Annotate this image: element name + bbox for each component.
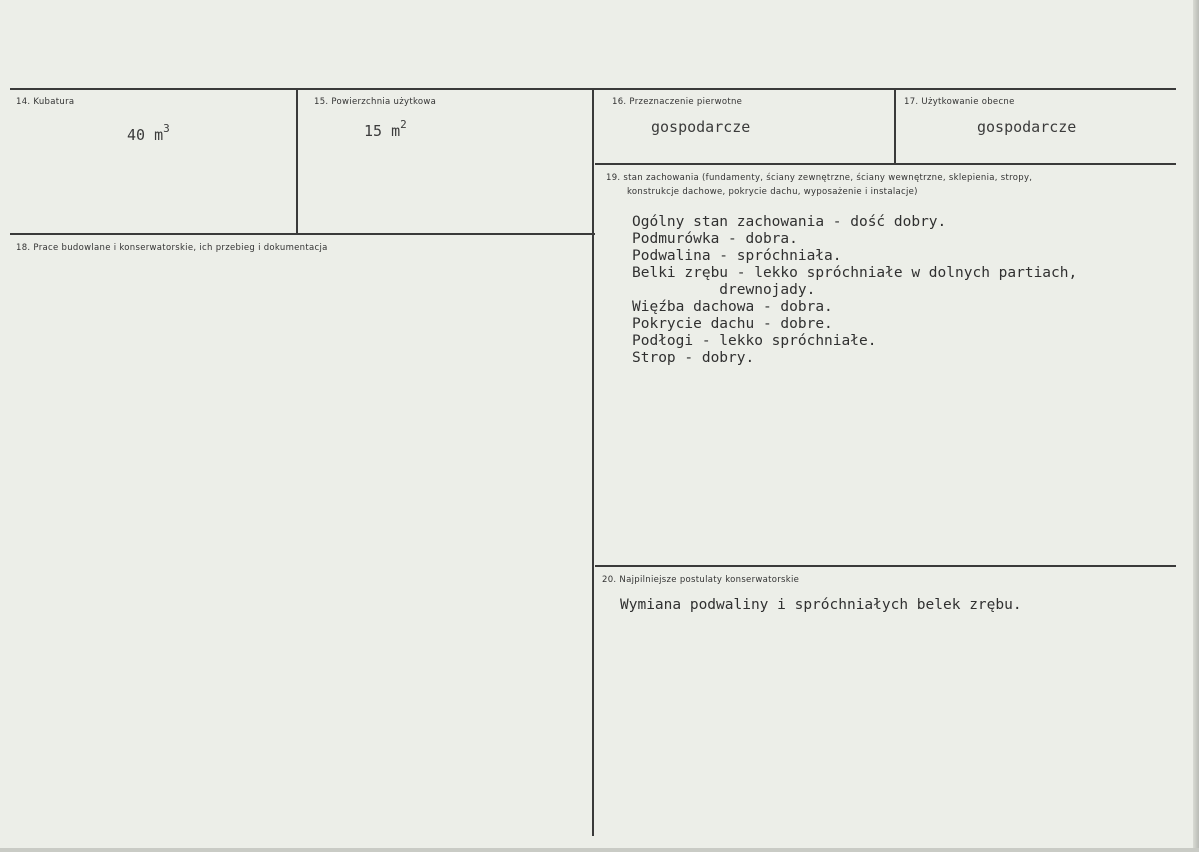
powierzchnia-value: 15 m xyxy=(364,122,401,140)
condition-line: Podmurówka - dobra. xyxy=(632,231,798,247)
condition-line: Belki zrębu - lekko spróchniałe w dolnych partiach, xyxy=(632,265,1078,281)
rule-right-mid xyxy=(595,565,1176,567)
field-19-label-line2: konstrukcje dachowe, pokrycie dachu, wyposażenie i instalacje) xyxy=(627,187,918,197)
field-16-label: 16. Przeznaczenie pierwotne xyxy=(612,97,743,107)
divider-14-15 xyxy=(296,88,298,234)
field-15-value xyxy=(364,118,407,140)
field-19-label-line1: 19. stan zachowania (fundamenty, ściany zewnętrzne, ściany wewnętrzne, sklepienia, stropy, xyxy=(606,173,1033,183)
rule-left-mid xyxy=(10,233,595,235)
field-14-value xyxy=(127,122,170,144)
field-18-label: 18. Prace budowlane i konserwatorskie, ich przebieg i dokumentacja xyxy=(16,243,328,253)
condition-line: Strop - dobry. xyxy=(632,350,755,366)
card-edge-bottom xyxy=(0,848,1199,852)
field-15-label: 15. Powierzchnia użytkowa xyxy=(314,97,437,107)
condition-line: Ogólny stan zachowania - dość dobry. xyxy=(632,214,947,230)
condition-line: drewnojady. xyxy=(632,282,816,298)
condition-line: Podłogi - lekko spróchniałe. xyxy=(632,333,877,349)
field-16-value: gospodarcze xyxy=(651,118,751,136)
divider-16-17 xyxy=(894,88,896,164)
condition-line: Pokrycie dachu - dobre. xyxy=(632,316,833,332)
kubatura-exponent: 3 xyxy=(163,122,170,135)
field-17-label: 17. Użytkowanie obecne xyxy=(904,97,1015,107)
field-17-value: gospodarcze xyxy=(977,118,1077,136)
condition-line: Więźba dachowa - dobra. xyxy=(632,299,833,315)
rule-right-top xyxy=(595,163,1176,165)
field-14-label: 14. Kubatura xyxy=(16,97,75,107)
powierzchnia-exponent: 2 xyxy=(400,118,407,131)
condition-line: Podwalina - spróchniała. xyxy=(632,248,842,264)
divider-main xyxy=(592,88,594,836)
kubatura-value: 40 m xyxy=(127,126,164,144)
card-edge-right xyxy=(1193,0,1199,852)
field-20-value: Wymiana podwaliny i spróchniałych belek zrębu. xyxy=(620,597,1022,613)
field-20-label: 20. Najpilniejsze postulaty konserwatorskie xyxy=(602,575,800,585)
